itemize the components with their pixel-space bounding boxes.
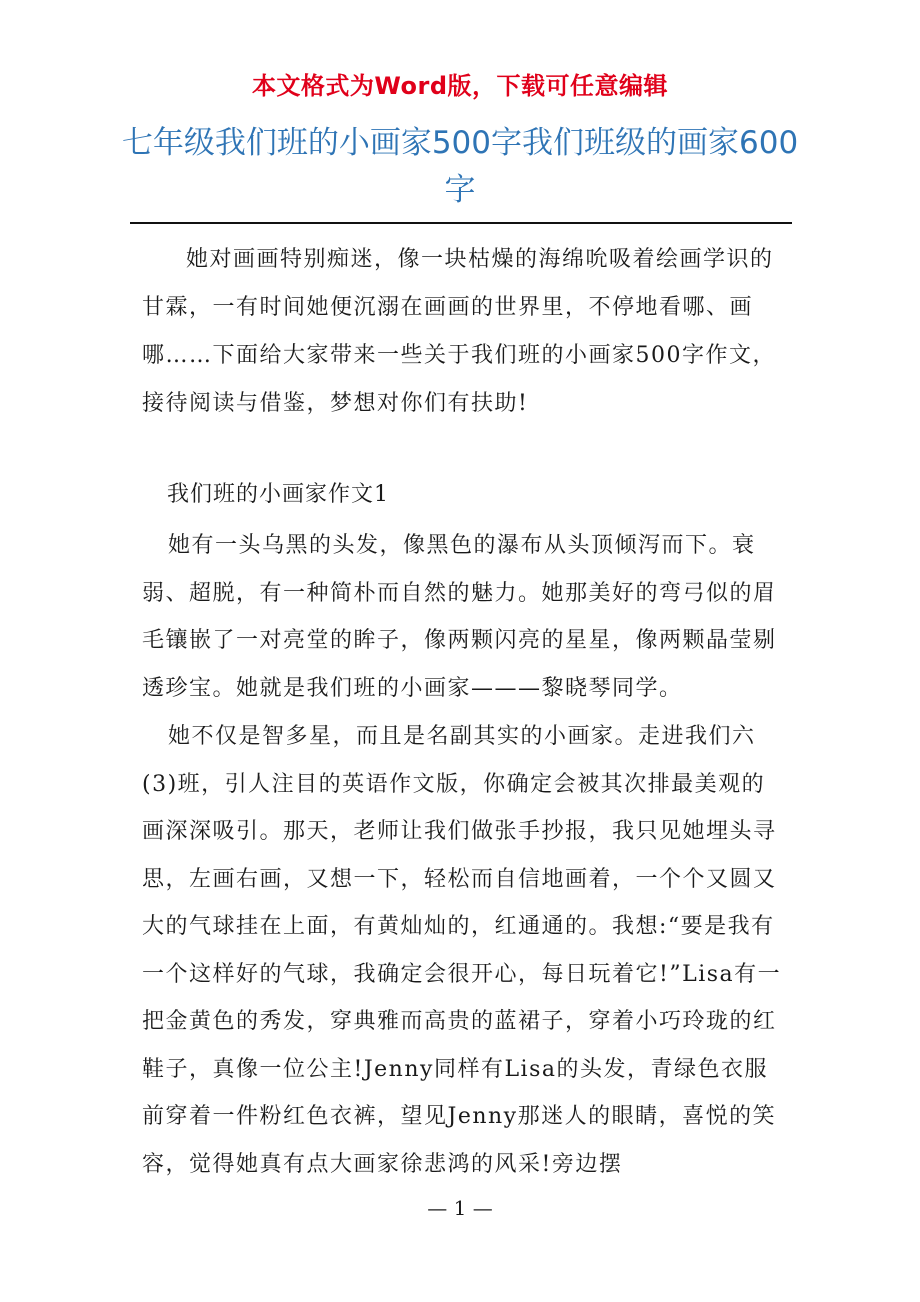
- page-title: 七年级我们班的小画家500字我们班级的画家600字: [121, 125, 799, 208]
- body-paragraph-2: [142, 713, 782, 1188]
- intro-text: 她对画画特别痴迷，像一块枯燥的海绵吮吸着绘画学识的甘霖，一有时间她便沉溺在画画的世界里，不停地看哪、画哪……下面给大家带来一些关于我们班的小画家500字作文，接待阅读与借鉴，梦想对你们有扶助!: [142, 247, 776, 416]
- page-number: — 1 —: [427, 1196, 493, 1220]
- intro-paragraph: [142, 236, 782, 428]
- section-heading: 我们班的小画家作文1: [167, 482, 389, 507]
- download-notice: 本文格式为Word版，下载可任意编辑: [251, 72, 669, 100]
- title-divider: [130, 222, 792, 224]
- paragraph-text: 她不仅是智多星，而且是名副其实的小画家。走进我们六(3)班，引人注目的英语作文版，你确定会被其次排最美观的画深深吸引。那天，老师让我们做张手抄报，我只见她埋头寻思，左画右画，又想一下，轻松而自信地画着，一个个又圆又大的气球挂在上面，有黄灿灿的，红通通的。我想:“要是我有一个这样好的气球，我确定会很开心，每日玩着它!”Lisa有一把金黄色的秀发，穿典雅而高贵的蓝裙子，穿着小巧玲珑的红鞋子，真像一位公主!Jenny同样有Lisa的头发，青绿色衣服前穿着一件粉红色衣裤，望见Jenny那迷人的眼睛，喜悦的笑容，觉得她真有点大画家徐悲鸿的风采!旁边摆: [142, 724, 782, 1177]
- paragraph-text: 她有一头乌黑的头发，像黑色的瀑布从头顶倾泻而下。衰弱、超脱，有一种简朴而自然的魅力。她那美好的弯弓似的眉毛镶嵌了一对亮堂的眸子，像两颗闪亮的星星，像两颗晶莹剔透珍宝。她就是我们班的小画家———黎晓琴同学。: [142, 533, 777, 701]
- body-paragraph-1: [142, 522, 782, 712]
